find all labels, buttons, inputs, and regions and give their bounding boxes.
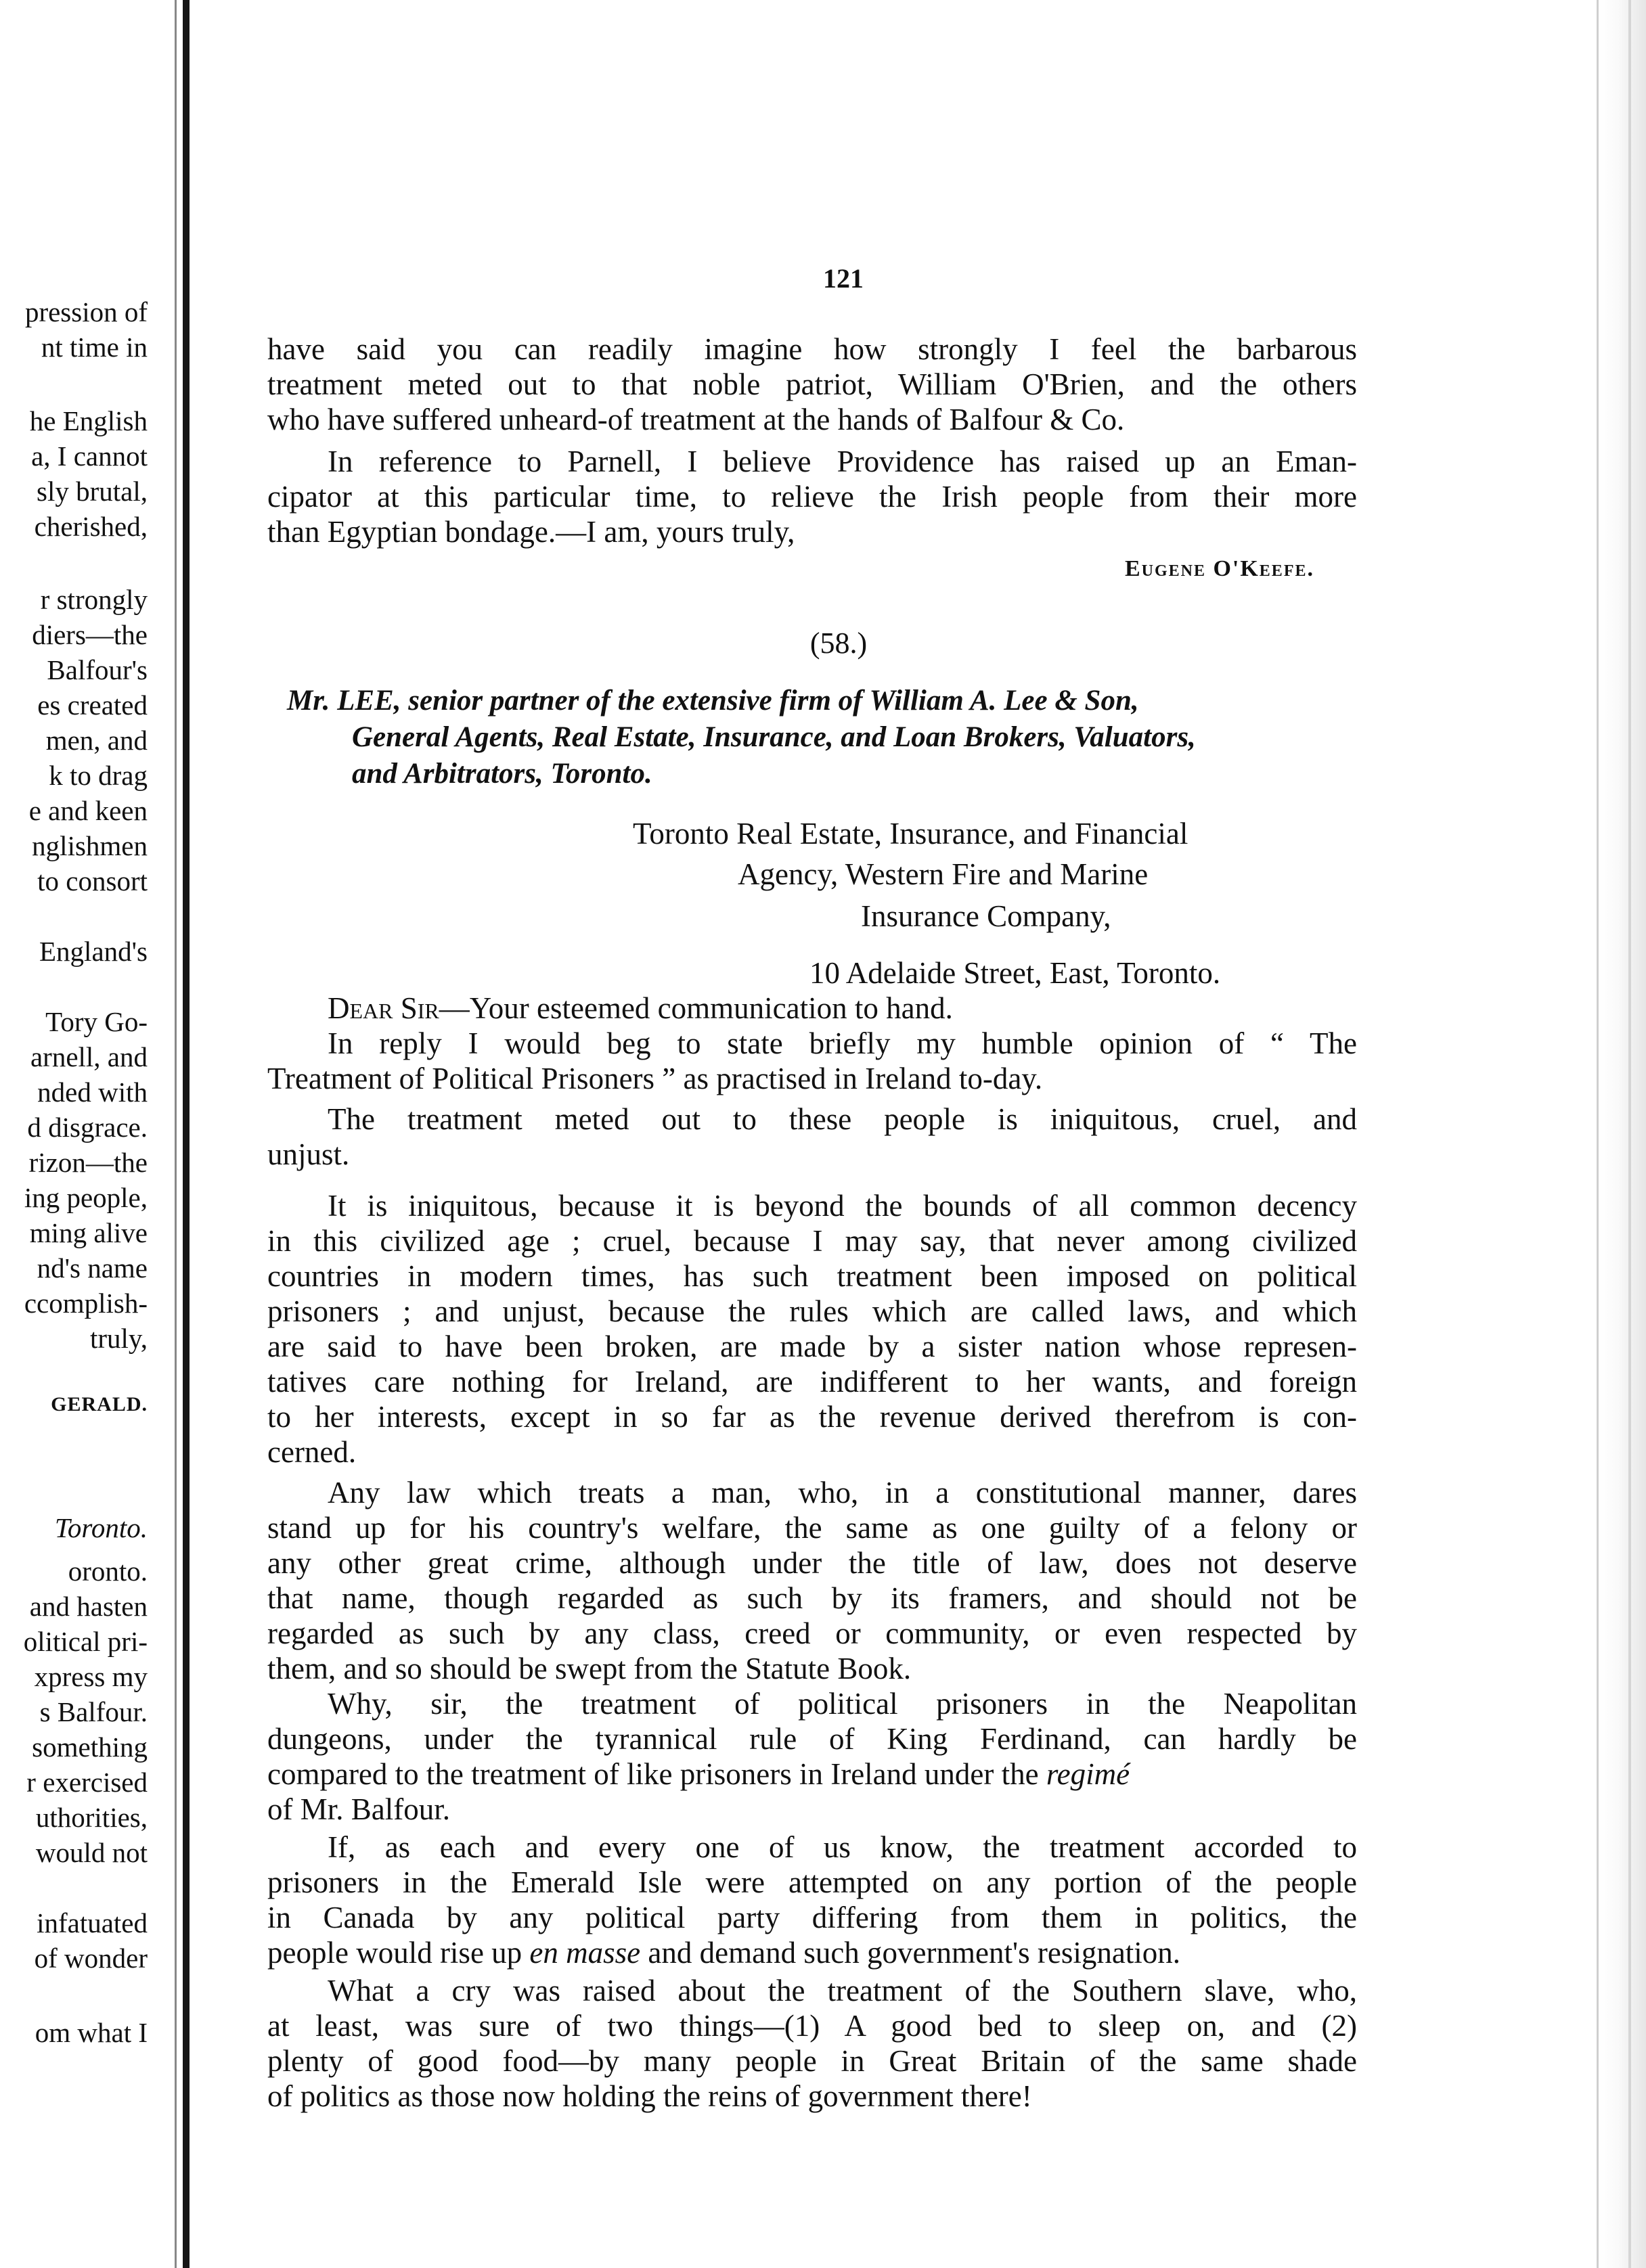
facing-page-line: ming alive xyxy=(29,1217,148,1248)
text-line: Why, sir, the treatment of political prisoners in the Neapolitan xyxy=(328,1687,1357,1721)
text-line: to her interests, except in so far as the revenue derived therefrom is con- xyxy=(267,1400,1357,1434)
facing-page-line: diers—the xyxy=(32,619,148,650)
facing-page-line: s Balfour. xyxy=(39,1696,148,1727)
text-line: Treatment of Political Prisoners ” as practised in Ireland to-day. xyxy=(267,1062,1043,1095)
page-edge xyxy=(1597,0,1646,2268)
text-line xyxy=(267,1935,1357,1970)
text-line: tatives care nothing for Ireland, are indifferent to her wants, and foreign xyxy=(267,1365,1357,1399)
facing-page-line: Balfour's xyxy=(47,654,148,685)
text-line: —Your esteemed communication to hand. xyxy=(439,991,953,1025)
facing-page-line: r exercised xyxy=(26,1767,148,1798)
facing-page-line: r strongly xyxy=(40,584,148,615)
facing-page-line: nded with xyxy=(37,1076,148,1108)
facing-page-line: infatuated xyxy=(37,1907,148,1938)
text-line: In reference to Parnell, I believe Providence has raised up an Eman- xyxy=(328,445,1357,478)
facing-page-line: Toronto. xyxy=(54,1512,148,1543)
facing-page-line: a, I cannot xyxy=(31,440,148,472)
text-line: any other great crime, although under the title of law, does not deserve xyxy=(267,1546,1357,1580)
intro-line: General Agents, Real Estate, Insurance, and Loan Brokers, Valuators, xyxy=(352,721,1196,753)
italic-word: regimé xyxy=(1046,1757,1130,1791)
intro-line: Mr. LEE, senior partner of the extensive firm of William A. Lee & Son, xyxy=(287,685,1139,717)
facing-page-line: om what I xyxy=(35,2017,148,2048)
facing-page-line: k to drag xyxy=(49,760,148,791)
text-line: of Mr. Balfour. xyxy=(267,1792,450,1826)
text-line: cipator at this particular time, to relieve the Irish people from their more xyxy=(267,480,1357,514)
text-line: have said you can readily imagine how strongly I feel the barbarous xyxy=(267,332,1357,366)
text-line: In reply I would beg to state briefly my humble opinion of “ The xyxy=(328,1026,1357,1060)
facing-page-line: arnell, and xyxy=(30,1041,148,1072)
text-line: dungeons, under the tyrannical rule of King Ferdinand, can hardly be xyxy=(267,1722,1357,1756)
text-segment: and demand such government's resignation. xyxy=(640,1936,1181,1970)
text-segment: compared to the treatment of like prisoners in Ireland under the xyxy=(267,1757,1046,1791)
section-heading: (58.) xyxy=(809,627,868,660)
facing-page-line: he English xyxy=(29,405,148,436)
letterhead-line: Agency, Western Fire and Marine xyxy=(738,857,1149,891)
facing-page-line: to consort xyxy=(37,865,148,897)
page-gutter-shadow xyxy=(175,0,177,2268)
book-spine xyxy=(183,0,190,2268)
facing-page-line: xpress my xyxy=(34,1661,148,1692)
facing-page-line: of wonder xyxy=(34,1943,148,1974)
text-line: are said to have been broken, are made by a sister nation whose represen- xyxy=(267,1330,1357,1363)
text-line: countries in modern times, has such treatment been imposed on political xyxy=(267,1259,1357,1293)
salutation: Dear Sir xyxy=(328,991,439,1025)
facing-page-line: Tory Go- xyxy=(45,1006,148,1037)
facing-page-line: and hasten xyxy=(29,1591,148,1622)
facing-page-line: olitical pri- xyxy=(23,1626,148,1657)
text-line: than Egyptian bondage.—I am, yours truly, xyxy=(267,515,795,549)
text-line: If, as each and every one of us know, the treatment accorded to xyxy=(328,1830,1357,1864)
text-line: prisoners ; and unjust, because the rules which are called laws, and which xyxy=(267,1294,1357,1328)
text-line: plenty of good food—by many people in Great Britain of the same shade xyxy=(267,2044,1357,2078)
facing-page-line: truly, xyxy=(89,1323,148,1354)
facing-page-line: nd's name xyxy=(37,1252,148,1284)
facing-page-line: would not xyxy=(35,1837,148,1868)
facing-page-line: rizon—the xyxy=(28,1147,148,1178)
facing-page-line: nt time in xyxy=(41,332,148,363)
facing-page-line: something xyxy=(32,1731,148,1763)
facing-page-line: es created xyxy=(37,689,148,721)
italic-phrase: en masse xyxy=(529,1936,641,1970)
text-line: who have suffered unheard-of treatment at the hands of Balfour & Co. xyxy=(267,403,1125,436)
signature-okeefe: Eugene O'Keefe. xyxy=(1124,556,1314,581)
text-line: What a cry was raised about the treatment of the Southern slave, who, xyxy=(328,1974,1357,2008)
facing-page-line: ing people, xyxy=(24,1182,148,1213)
facing-page-fragment xyxy=(0,0,175,2268)
letterhead-line: Insurance Company, xyxy=(861,899,1111,933)
salutation-line xyxy=(328,991,1417,1026)
text-line: prisoners in the Emerald Isle were attempted on any portion of the people xyxy=(267,1865,1357,1899)
text-segment: people would rise up xyxy=(267,1936,530,1970)
text-line: It is iniquitous, because it is beyond the bounds of all common decency xyxy=(328,1189,1357,1223)
text-line: stand up for his country's welfare, the same as one guilty of a felony or xyxy=(267,1511,1357,1545)
facing-page-line: d disgrace. xyxy=(27,1112,148,1143)
text-line: at least, was sure of two things—(1) A good bed to sleep on, and (2) xyxy=(267,2009,1357,2043)
facing-page-line: oronto. xyxy=(68,1556,148,1587)
text-line: cerned. xyxy=(267,1435,357,1469)
letterhead-line: Toronto Real Estate, Insurance, and Financial xyxy=(633,817,1188,850)
text-line: in this civilized age ; cruel, because I may say, that never among civilized xyxy=(267,1224,1357,1258)
intro-line: and Arbitrators, Toronto. xyxy=(352,758,652,790)
text-line: treatment meted out to that noble patriot, William O'Brien, and the others xyxy=(267,367,1357,401)
facing-page-line: England's xyxy=(39,936,148,967)
text-line: unjust. xyxy=(267,1137,350,1171)
facing-page-line: men, and xyxy=(45,725,148,756)
text-line: Any law which treats a man, who, in a constitutional manner, dares xyxy=(328,1476,1357,1510)
facing-page-line: cherished, xyxy=(34,511,148,542)
text-line: in Canada by any political party differing from them in politics, the xyxy=(267,1901,1357,1934)
facing-page-line: nglishmen xyxy=(32,830,148,861)
text-line: them, and so should be swept from the Statute Book. xyxy=(267,1652,912,1685)
text-line: that name, though regarded as such by its framers, and should not be xyxy=(267,1581,1357,1615)
facing-page-line: e and keen xyxy=(28,795,148,826)
text-line: of politics as those now holding the reins of government there! xyxy=(267,2079,1032,2113)
letterhead-address: 10 Adelaide Street, East, Toronto. xyxy=(809,956,1221,990)
facing-page-line: sly brutal, xyxy=(37,476,148,507)
text-line: regarded as such by any class, creed or community, or even respected by xyxy=(267,1616,1357,1650)
page-number: 121 xyxy=(823,263,864,294)
facing-page-line: ccomplish- xyxy=(24,1288,148,1319)
page-edge-line xyxy=(1628,0,1631,2268)
facing-page-line: uthorities, xyxy=(35,1802,148,1833)
text-line xyxy=(267,1756,1357,1792)
facing-page-line: pression of xyxy=(24,296,148,327)
text-line: The treatment meted out to these people is iniquitous, cruel, and xyxy=(328,1102,1357,1136)
facing-page-line: GERALD. xyxy=(51,1393,148,1415)
